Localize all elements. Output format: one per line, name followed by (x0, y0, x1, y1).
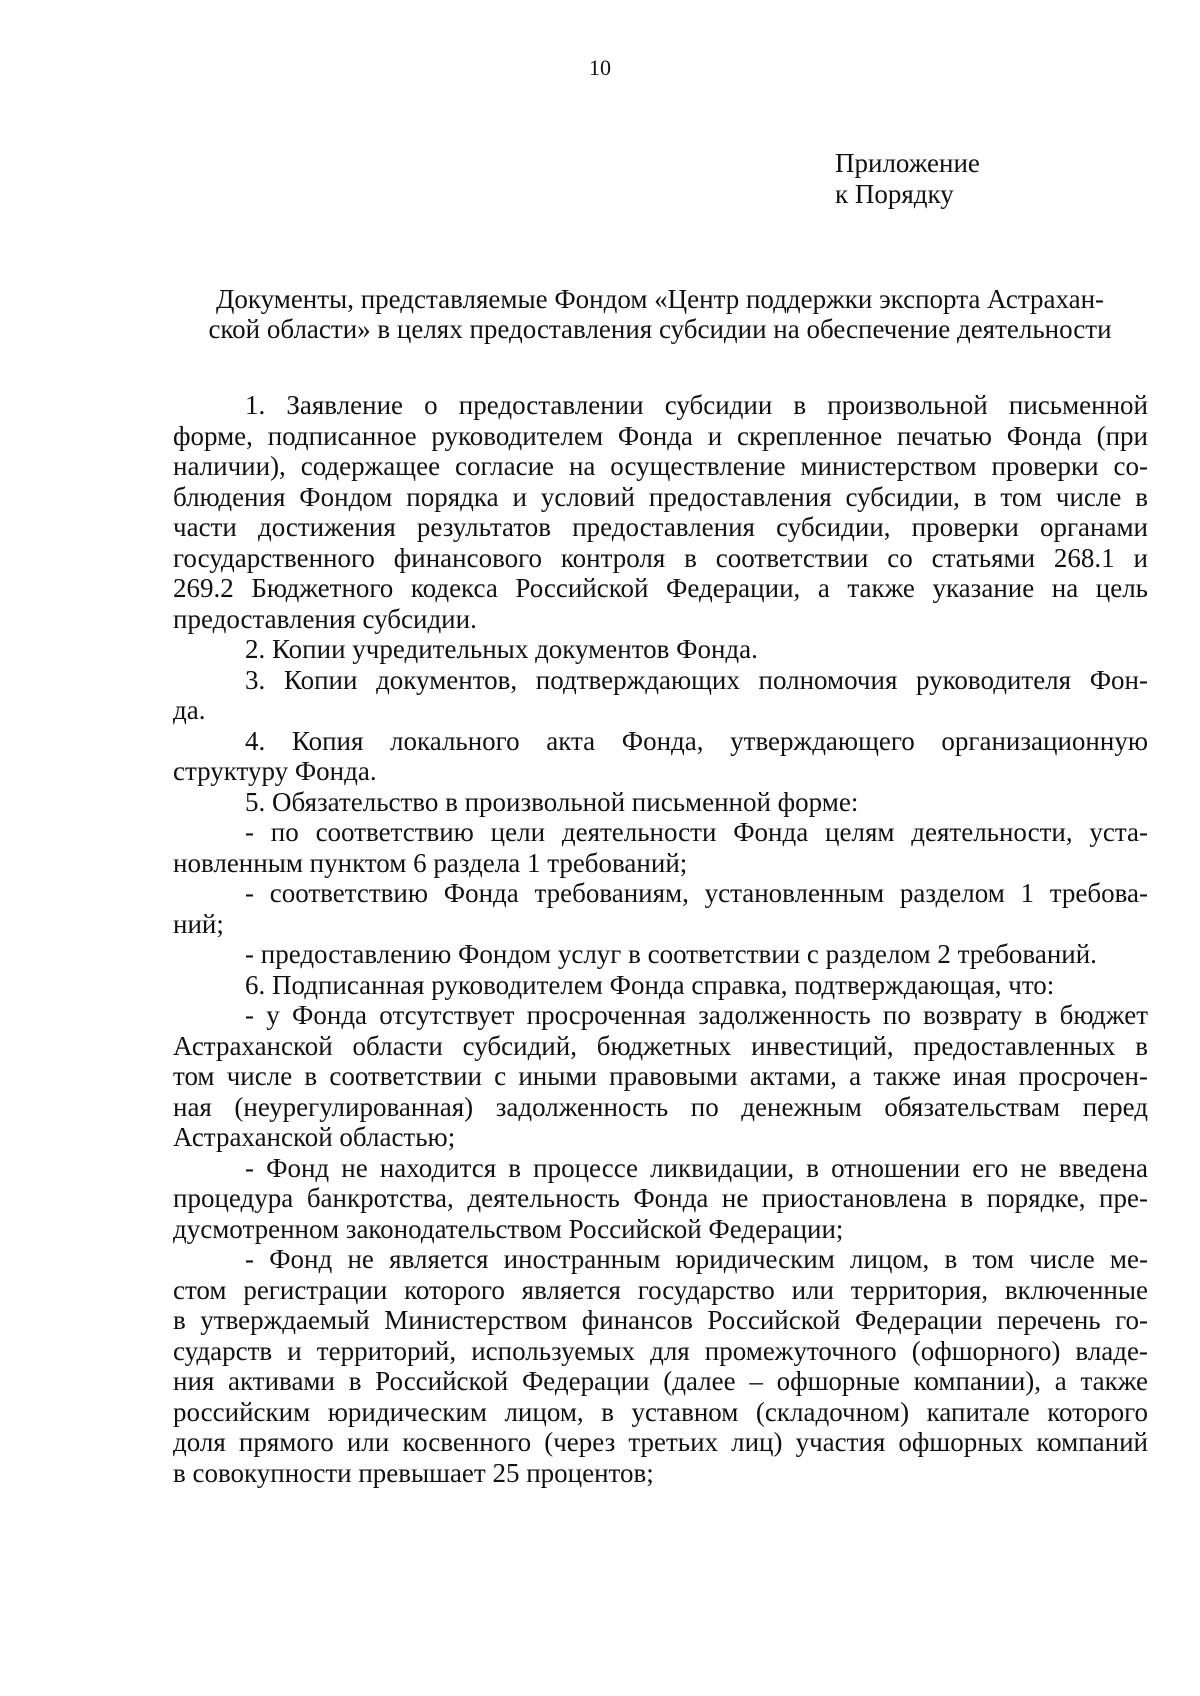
text-line: предоставления субсидии. (173, 603, 477, 634)
paragraph-subitem (173, 817, 1148, 878)
text-line: да. (173, 695, 206, 725)
appendix-label (835, 148, 980, 210)
paragraph-subitem (173, 1000, 1148, 1153)
paragraph-item-5 (173, 787, 1148, 818)
text-line: - Фонд не находится в процессе ликвидации, в отношении его не введена (245, 1152, 1148, 1183)
text-line: 5. Обязательство в произвольной письменной форме: (245, 786, 859, 817)
paragraph-item-3 (173, 665, 1148, 726)
title-line-2: ской области» в целях предоставления субсидии на обеспечение деятельности (208, 314, 1112, 344)
text-line: сударств и территорий, используемых для промежуточного (офшорного) владе- (173, 1335, 1148, 1366)
document-body (173, 390, 1148, 1488)
document-title (170, 284, 1150, 344)
text-line: структуру Фонда. (173, 756, 377, 786)
text-line: форме, подписанное руководителем Фонда и скрепленное печатью Фонда (при (173, 420, 1148, 451)
paragraph-subitem (173, 939, 1148, 970)
text-line: - соответствию Фонда требованиям, установленным разделом 1 требова- (245, 878, 1148, 908)
text-line: 6. Подписанная руководителем Фонда справка, подтверждающая, что: (245, 969, 1055, 1000)
text-line: 2. Копии учредительных документов Фонда. (245, 634, 758, 664)
paragraph-subitem (173, 1244, 1148, 1488)
text-line: Астраханской областью; (173, 1122, 456, 1152)
text-line: дусмотренном законодательством Российской Федерации; (173, 1213, 844, 1244)
text-line: доля прямого или косвенного (через третьих лиц) участия офшорных компаний (173, 1427, 1148, 1457)
text-line: - Фонд не является иностранным юридическим лицом, в том числе ме- (245, 1244, 1148, 1274)
text-line: - у Фонда отсутствует просроченная задолженность по возврату в бюджет (245, 1000, 1148, 1030)
text-line: ная (неурегулированная) задолженность по денежным обязательствам перед (173, 1091, 1148, 1122)
text-line: ния активами в Российской Федерации (далее – офшорные компании), а также (173, 1366, 1148, 1396)
text-line: 1. Заявление о предоставлении субсидии в произвольной письменной (245, 390, 1148, 420)
text-line: в утверждаемый Министерством финансов Российской Федерации перечень го- (173, 1305, 1148, 1335)
appendix-line-1: Приложение (835, 148, 980, 178)
text-line: 3. Копии документов, подтверждающих полномочия руководителя Фон- (245, 664, 1148, 695)
text-line: 4. Копия локального акта Фонда, утверждающего организационную (245, 725, 1148, 756)
text-line: процедура банкротства, деятельность Фонда не приостановлена в порядке, пре- (173, 1183, 1148, 1213)
text-line: стом регистрации которого является государство или территория, включенные (173, 1274, 1148, 1305)
text-line: части достижения результатов предоставления субсидии, проверки органами (173, 512, 1148, 542)
paragraph-subitem (173, 1153, 1148, 1245)
paragraph-subitem (173, 878, 1148, 939)
text-line: российским юридическим лицом, в уставном (складочном) капитале которого (173, 1396, 1148, 1427)
paragraph-item-1 (173, 390, 1148, 634)
text-line: Астраханской области субсидий, бюджетных инвестиций, предоставленных в (173, 1030, 1148, 1061)
text-line: блюдения Фондом порядка и условий предоставления субсидии, в том числе в (173, 481, 1148, 512)
text-line: наличии), содержащее согласие на осуществление министерством проверки со- (173, 451, 1148, 481)
text-line: 269.2 Бюджетного кодекса Российской Федерации, а также указание на цель (173, 573, 1148, 603)
paragraph-item-2 (173, 634, 1148, 665)
text-line: - предоставлению Фондом услуг в соответствии с разделом 2 требований. (245, 939, 1097, 969)
title-line-1: Документы, представляемые Фондом «Центр поддержки экспорта Астрахан- (215, 284, 1105, 314)
text-line: ний; (173, 908, 224, 939)
text-line: том числе в соответствии с иными правовыми актами, а также иная просрочен- (173, 1061, 1148, 1091)
text-line: в совокупности превышает 25 процентов; (173, 1457, 654, 1488)
paragraph-item-4 (173, 726, 1148, 787)
paragraph-item-6 (173, 970, 1148, 1001)
text-line: - по соответствию цели деятельности Фонда целям деятельности, уста- (245, 817, 1148, 847)
text-line: новленным пунктом 6 раздела 1 требований; (173, 847, 688, 878)
page-number: 10 (589, 55, 611, 80)
text-line: государственного финансового контроля в соответствии со статьями 268.1 и (173, 542, 1148, 573)
appendix-line-2: к Порядку (835, 179, 954, 209)
